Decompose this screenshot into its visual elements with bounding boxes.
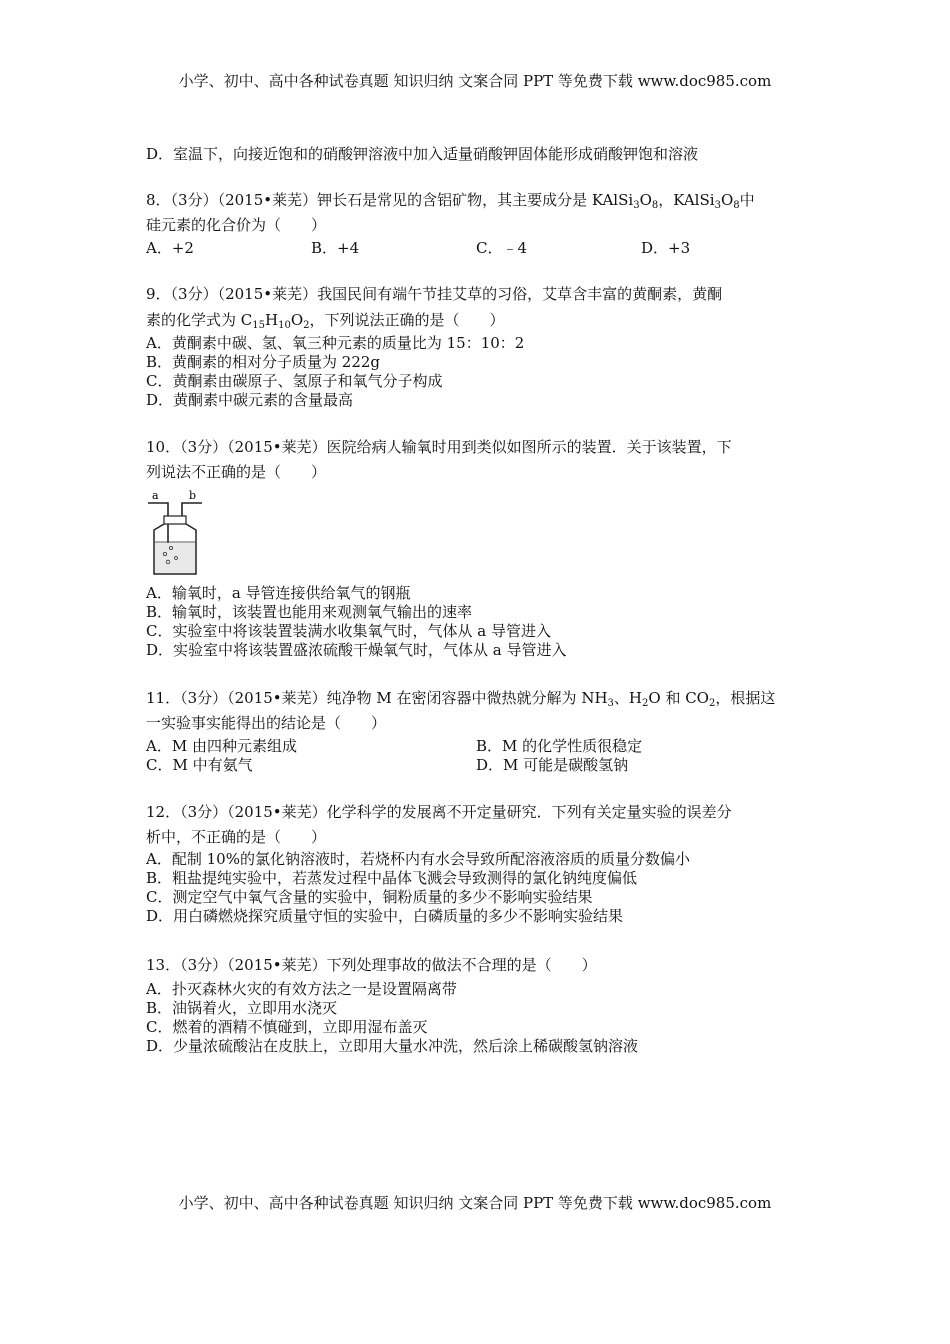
q8-option-a: A．+2 [146, 239, 194, 257]
q10-option-b: B．输氧时，该装置也能用来观测氧气输出的速率 [146, 603, 473, 621]
q13-option-b: B．油锅着火，立即用水浇灭 [146, 999, 338, 1017]
q10-option-a: A．输氧时，a 导管连接供给氧气的钢瓶 [146, 584, 411, 602]
q13-stem: 13．（3分）（2015•莱芜）下列处理事故的做法不合理的是（ ） [146, 956, 597, 974]
q12-option-d: D．用白磷燃烧探究质量守恒的实验中，白磷质量的多少不影响实验结果 [146, 907, 624, 925]
q12-stem-line2: 析中，不正确的是（ ） [146, 828, 327, 846]
q8-option-b: B．+4 [311, 239, 360, 257]
q9-option-a: A．黄酮素中碳、氢、氧三种元素的质量比为 15：10：2 [146, 334, 525, 352]
q11-option-c: C．M 中有氨气 [146, 756, 253, 774]
q12-option-c: C．测定空气中氧气含量的实验中，铜粉质量的多少不影响实验结果 [146, 888, 593, 906]
q12-stem-line1: 12．（3分）（2015•莱芜）化学科学的发展离不开定量研究．下列有关定量实验的误差分 [146, 803, 732, 821]
q11-option-b: B．M 的化学性质很稳定 [476, 737, 643, 755]
q7-option-d: D．室温下，向接近饱和的硝酸钾溶液中加入适量硝酸钾固体能形成硝酸钾饱和溶液 [146, 145, 699, 163]
q10-stem-line2: 列说法不正确的是（ ） [146, 463, 327, 481]
q13-option-c: C．燃着的酒精不慎碰到，立即用湿布盖灭 [146, 1018, 428, 1036]
liquid [155, 543, 195, 573]
q10-option-d: D．实验室中将该装置盛浓硫酸干燥氧气时，气体从 a 导管进入 [146, 641, 567, 659]
q11-option-a: A．M 由四种元素组成 [146, 737, 297, 755]
q11-stem-line1: 11．（3分）（2015•莱芜）纯净物 M 在密闭容器中微热就分解为 $NH_3$、$H_2O$ 和 $CO_2$，根据这 [146, 689, 776, 709]
q13-option-d: D．少量浓硫酸沾在皮肤上，立即用大量水冲洗，然后涂上稀碳酸氢钠溶液 [146, 1037, 639, 1055]
q11-option-d: D．M 可能是碳酸氢钠 [476, 756, 629, 774]
stopper [164, 516, 186, 524]
q8-stem-line1: 8．（3分）（2015•莱芜）钾长石是常见的含铝矿物，其主要成分是 $KAlSi_3O_8$，$KAlSi_3O_8$中 [146, 191, 755, 211]
page-footer: 小学、初中、高中各种试卷真题 知识归纳 文案合同 PPT 等免费下载 www.doc985.com [178, 1194, 772, 1212]
gas-washing-bottle-diagram [146, 490, 206, 578]
q8-option-d: D．+3 [641, 239, 691, 257]
tube-label-a: a [152, 490, 159, 502]
tube-label-b: b [189, 490, 197, 502]
q9-option-d: D．黄酮素中碳元素的含量最高 [146, 391, 354, 409]
q9-stem-line2: 素的化学式为 $C_{15}H_{10}O_2$，下列说法正确的是（ ） [146, 311, 505, 331]
page-header: 小学、初中、高中各种试卷真题 知识归纳 文案合同 PPT 等免费下载 www.doc985.com [178, 72, 772, 90]
q8-stem-line2: 硅元素的化合价为（ ） [146, 216, 327, 234]
q8-option-c: C．﹣4 [476, 239, 528, 257]
q12-option-a: A．配制 10%的氯化钠溶液时，若烧杯内有水会导致所配溶液溶质的质量分数偏小 [146, 850, 690, 868]
q10-stem-line1: 10．（3分）（2015•莱芜）医院给病人输氧时用到类似如图所示的装置．关于该装置，下 [146, 438, 732, 456]
q11-stem-line2: 一实验事实能得出的结论是（ ） [146, 714, 387, 732]
q9-option-c: C．黄酮素由碳原子、氢原子和氧气分子构成 [146, 372, 443, 390]
q10-option-c: C．实验室中将该装置装满水收集氧气时，气体从 a 导管进入 [146, 622, 551, 640]
q9-option-b: B．黄酮素的相对分子质量为 222g [146, 353, 381, 371]
q13-option-a: A．扑灭森林火灾的有效方法之一是设置隔离带 [146, 980, 457, 998]
q9-stem-line1: 9．（3分）（2015•莱芜）我国民间有端午节挂艾草的习俗，艾草含丰富的黄酮素，黄酮 [146, 285, 723, 303]
q12-option-b: B．粗盐提纯实验中，若蒸发过程中晶体飞溅会导致测得的氯化钠纯度偏低 [146, 869, 638, 887]
